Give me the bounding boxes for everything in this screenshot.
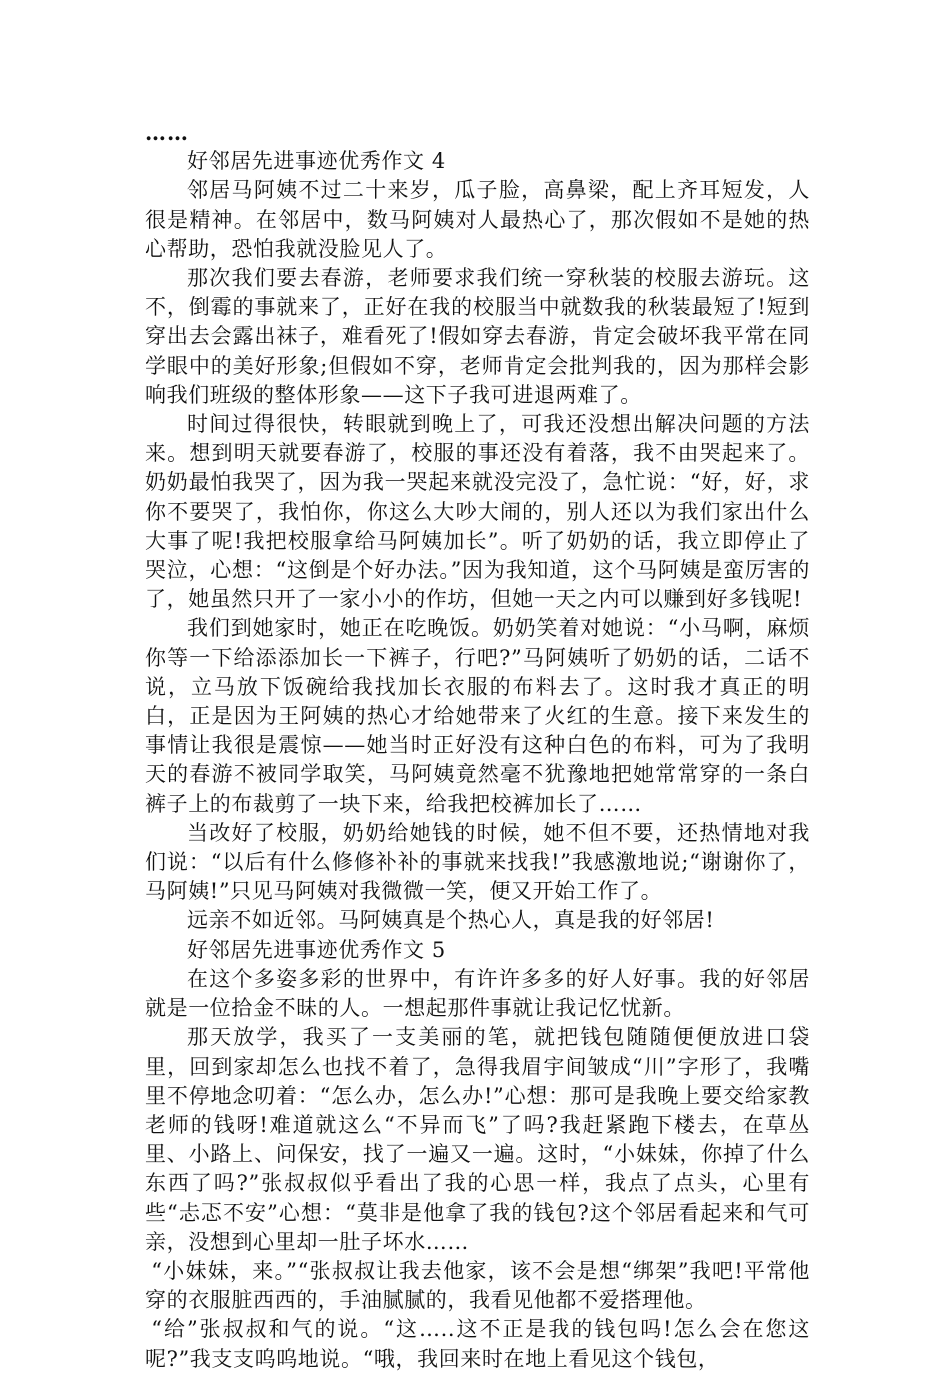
paragraph: 在这个多姿多彩的世界中，有许许多多的好人好事。我的好邻居就是一位拾金不昧的人。一想起那件事就让我记忆忧新。 xyxy=(145,966,810,1021)
section-heading: 好邻居先进事迹优秀作文 4 xyxy=(187,149,446,174)
paragraph: “小妹妹，来。”“张叔叔让我去他家，该不会是想“绑架”我吧!平常他穿的衣服脏西西的，手油腻腻的，我看见他都不爱搭理他。 xyxy=(145,1258,810,1313)
paragraph: 那次我们要去春游，老师要求我们统一穿秋装的校服去游玩。这不，倒霉的事就来了，正好在我的校服当中就数我的秋装最短了!短到穿出去会露出袜子，难看死了!假如穿去春游，肯定会破坏我平常在同学眼中的美好形象;但假如不穿，老师肯定会批判我的，因为那样会影响我们班级的整体形象——这下子我可进退两难了。 xyxy=(145,266,810,407)
paragraph: 当改好了校服，奶奶给她钱的时候，她不但不要，还热情地对我们说：“以后有什么修修补补的事就来找我!”我感激地说;“谢谢你了，马阿姨!”只见马阿姨对我微微一笑，便又开始工作了。 xyxy=(145,820,810,904)
paragraph: 我们到她家时，她正在吃晚饭。奶奶笑着对她说：“小马啊，麻烦你等一下给添添加长一下裤子，行吧?”马阿姨听了奶奶的话，二话不说，立马放下饭碗给我找加长衣服的布料去了。这时我才真正的明白，正是因为王阿姨的热心才给她带来了火红的生意。接下来发生的事情让我很是震惊——她当时正好没有这种白色的布料，可为了我明天的春游不被同学取笑，马阿姨竟然毫不犹豫地把她常常穿的一条白裤子上的布裁剪了一块下来，给我把校裤加长了…… xyxy=(145,616,810,816)
section-heading: 好邻居先进事迹优秀作文 5 xyxy=(187,937,446,962)
leading-ellipsis: …… xyxy=(145,120,189,145)
paragraph: 远亲不如近邻。马阿姨真是个热心人，真是我的好邻居! xyxy=(187,908,715,933)
essay-body xyxy=(145,118,810,1374)
paragraph: 那天放学，我买了一支美丽的笔，就把钱包随随便便放进口袋里，回到家却怎么也找不着了，急得我眉宇间皱成“川”字形了，我嘴里不停地念叨着：“怎么办，怎么办!”心想：那可是我晚上要交给家教老师的钱呀!难道就这么“不异而飞”了吗?我赶紧跑下楼去，在草丛里、小路上、问保安，找了一遍又一遍。这时，“小妹妹，你掉了什么东西了吗?”张叔叔似乎看出了我的心思一样，我点了点头，心里有些“忐忑不安”心想：“莫非是他拿了我的钱包?这个邻居看起来和气可亲，没想到心里却一肚子坏水…… xyxy=(145,1025,810,1254)
paragraph: “给”张叔叔和气的说。“这…..这不正是我的钱包吗!怎么会在您这呢?”我支支呜呜地说。“哦，我回来时在地上看见这个钱包， xyxy=(145,1317,810,1371)
paragraph: 时间过得很快，转眼就到晚上了，可我还没想出解决问题的方法来。想到明天就要春游了，校服的事还没有着落，我不由哭起来了。奶奶最怕我哭了，因为我一哭起来就没完没了，急忙说：“好，好，求你不要哭了，我怕你，你这么大吵大闹的，别人还以为我们家出什么大事了呢!我把校服拿给马阿姨加长”。听了奶奶的话，我立即停止了哭泣，心想：“这倒是个好办法。”因为我知道，这个马阿姨是蛮厉害的了，她虽然只开了一家小小的作坊，但她一天之内可以赚到好多钱呢! xyxy=(145,412,810,612)
paragraph: 邻居马阿姨不过二十来岁，瓜子脸，高鼻梁，配上齐耳短发，人很是精神。在邻居中，数马阿姨对人最热心了，那次假如不是她的热心帮助，恐怕我就没脸见人了。 xyxy=(145,178,810,261)
